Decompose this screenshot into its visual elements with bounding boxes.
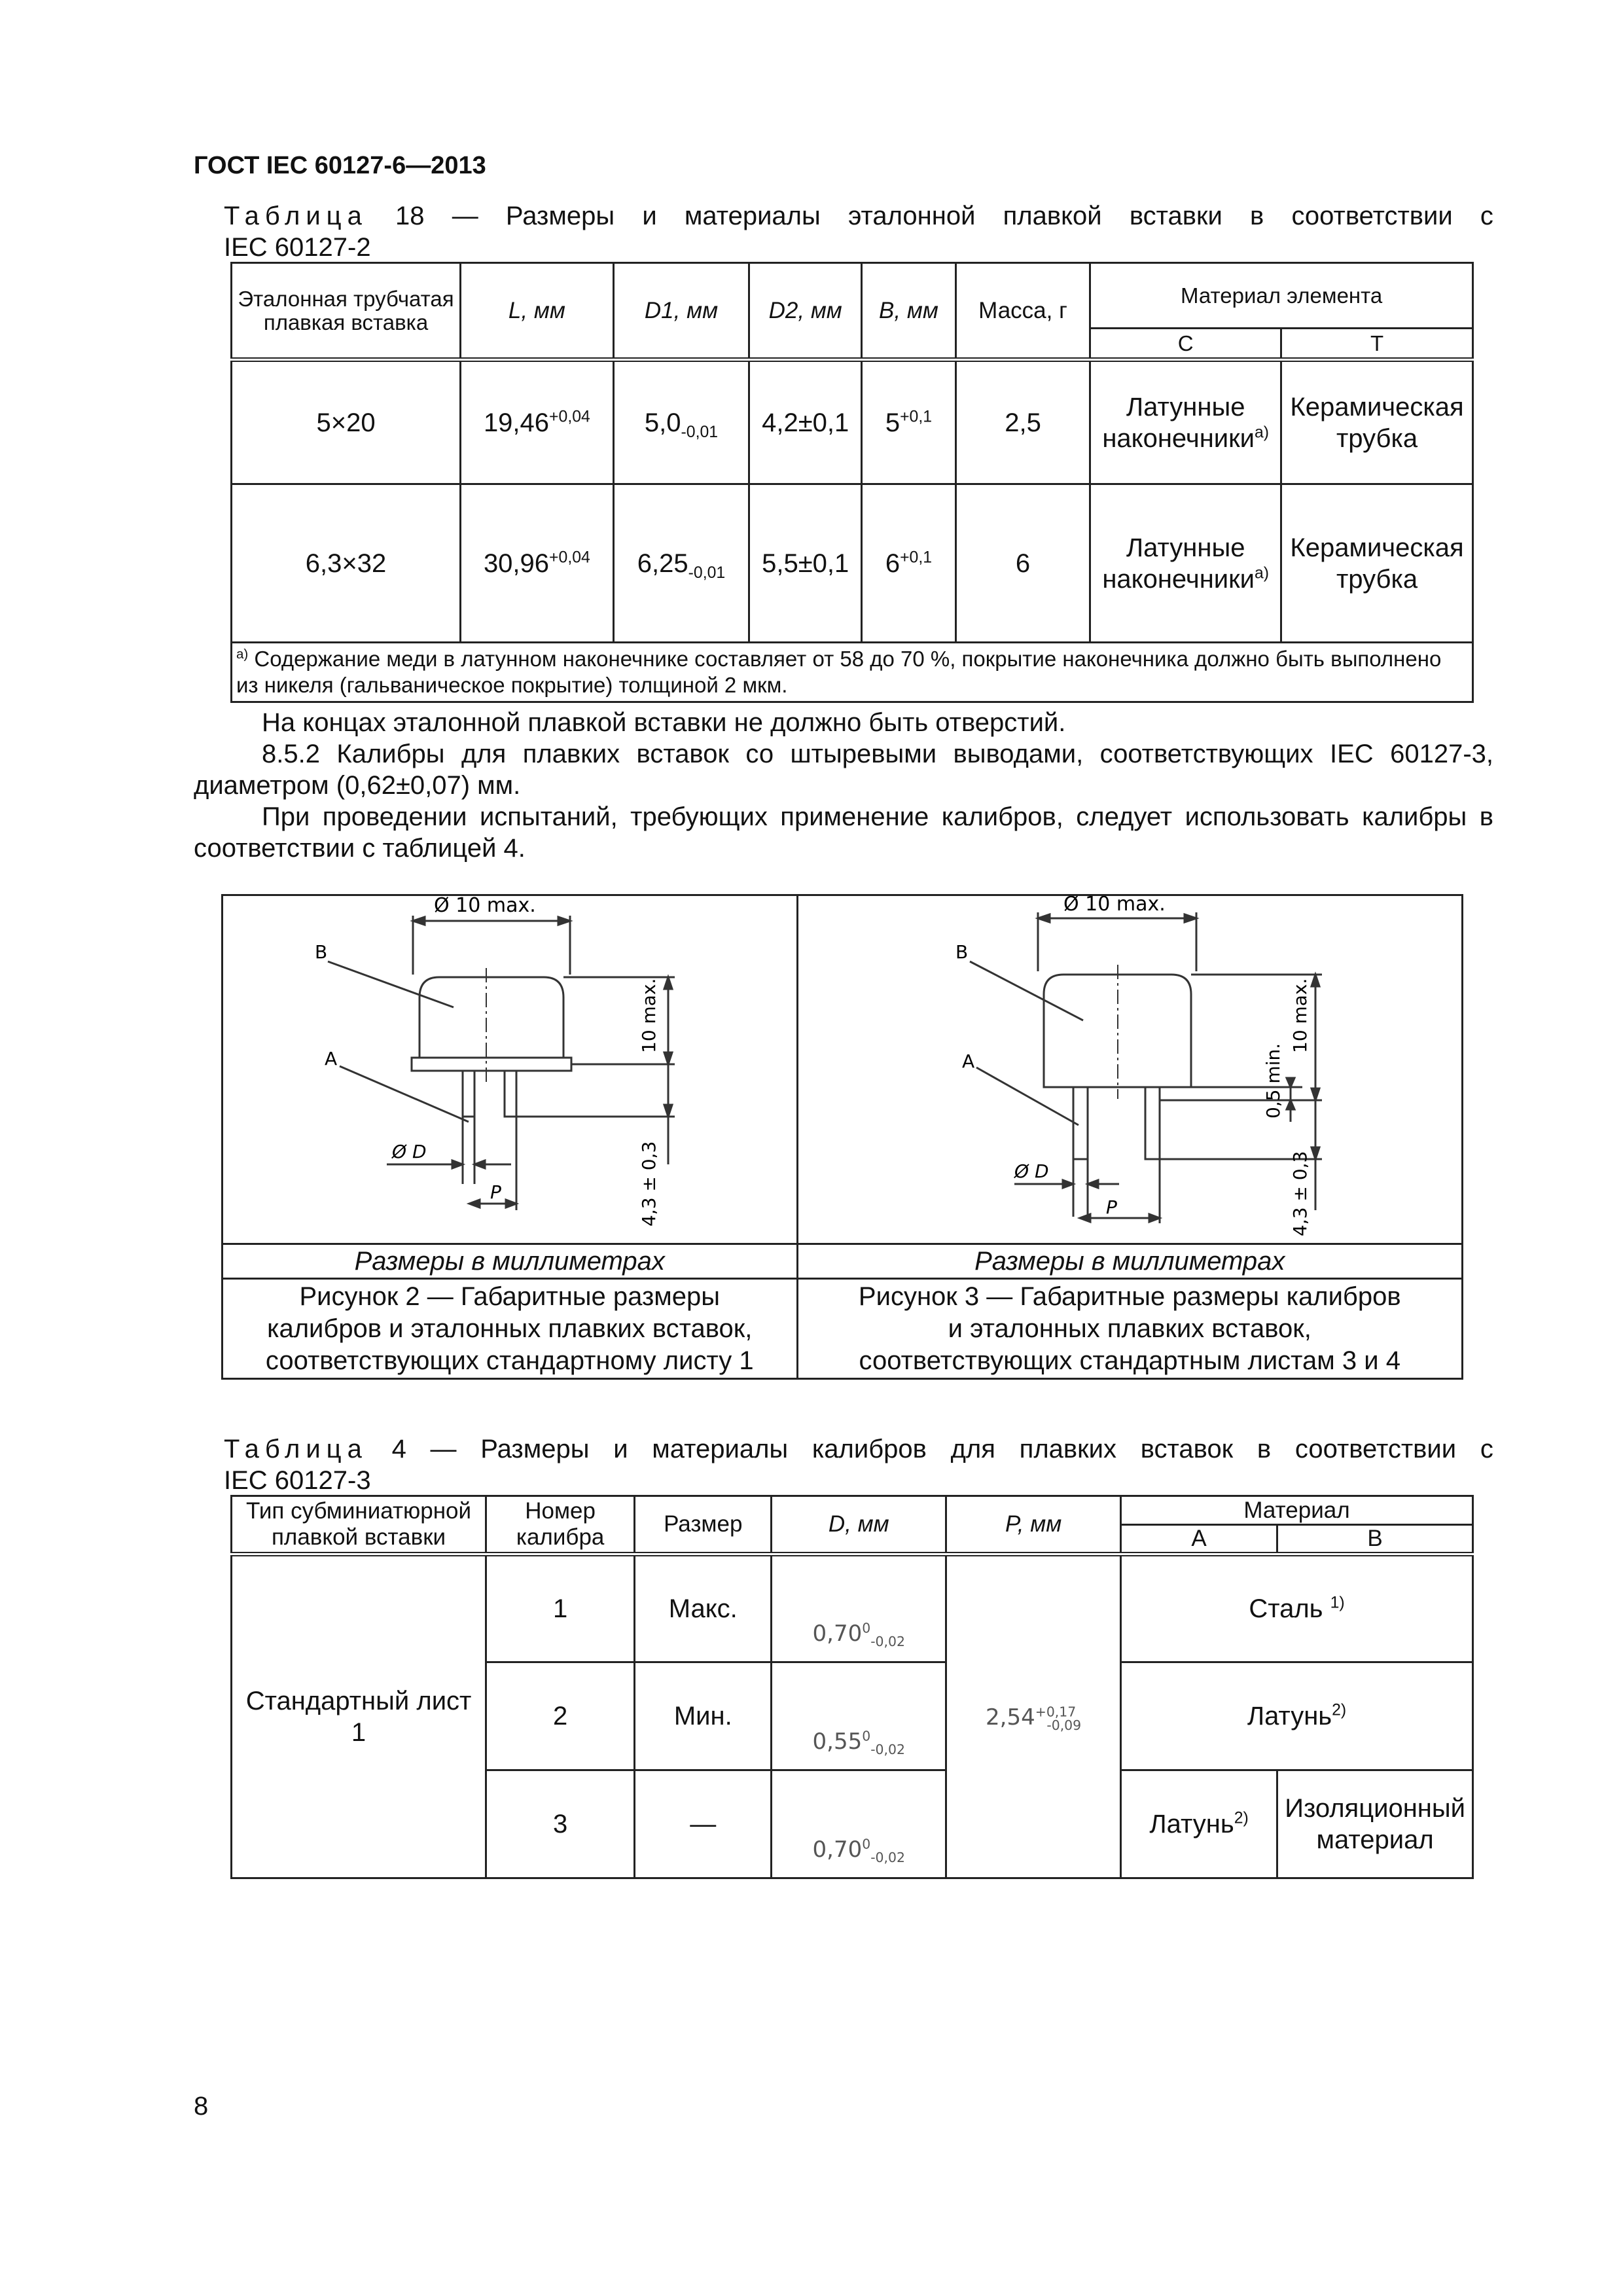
- value: Латунь: [1149, 1810, 1234, 1839]
- caption-line: и эталонных плавких вставок,: [948, 1314, 1311, 1343]
- table-row: [232, 360, 1473, 484]
- tolerance: +0,1: [900, 408, 933, 426]
- tolerance: +0,04: [549, 408, 590, 426]
- cell-C: [1090, 360, 1281, 484]
- figure-2-caption: [223, 1279, 798, 1379]
- label-B: B: [315, 941, 328, 963]
- footnote-text: Содержание меди в латунном наконечнике составляет от 58 до 70 %, покрытие наконечника должно быть выполнено из никеля (гальваническое покрытие) толщиной 2 мкм.: [236, 647, 1442, 697]
- cell-num: 3: [486, 1770, 635, 1878]
- value: 0,70: [812, 1621, 863, 1647]
- table18-caption: [224, 200, 1493, 263]
- tol-up: 0: [862, 1728, 871, 1744]
- paragraph: При проведении испытаний, требующих применение калибров, следует использовать калибры в: [262, 802, 1493, 831]
- value: 5,0: [644, 408, 681, 437]
- label-B: B: [955, 941, 968, 963]
- header-C: C: [1090, 329, 1281, 360]
- value: 0,70: [812, 1837, 863, 1863]
- header-D1-text: D1, мм: [644, 297, 719, 323]
- caption-word: эталонной: [847, 202, 976, 230]
- cell-D1: [613, 360, 749, 484]
- label-A: A: [325, 1048, 338, 1069]
- value: 30,96: [483, 548, 550, 578]
- fuse-drawing-fig2: [223, 896, 795, 1243]
- caption-word: для: [950, 1435, 995, 1463]
- label-D: Ø D: [1014, 1160, 1048, 1182]
- value: Латунные наконечники: [1102, 533, 1255, 594]
- cell-D2: 5,5±0,1: [749, 484, 862, 643]
- paragraph: соответствии с таблицей 4.: [194, 834, 526, 863]
- caption-word: с: [1480, 202, 1493, 230]
- d-value: [813, 1621, 905, 1647]
- note: 2): [1234, 1809, 1249, 1827]
- header-D: [772, 1496, 946, 1554]
- p-value: [986, 1704, 1081, 1731]
- header-D1: [613, 263, 749, 360]
- caption-line: соответствующих стандартному листу 1: [265, 1346, 754, 1375]
- figure-2-drawing: [223, 895, 798, 1244]
- header-type: Тип субминиатюрной плавкой вставки: [232, 1496, 486, 1554]
- document-code: ГОСТ IEC 60127-6—2013: [194, 152, 486, 179]
- caption-word: вставки: [1129, 202, 1222, 230]
- header-A: A: [1121, 1525, 1277, 1554]
- cell-mass: 6: [955, 484, 1090, 643]
- caption-line2: IEC 60127-3: [224, 1466, 371, 1495]
- figure-3-drawing: [797, 895, 1463, 1244]
- header-size: Размер: [635, 1496, 772, 1554]
- dim-gap-label: 0,5 min.: [1262, 1043, 1284, 1119]
- cell-B: [862, 484, 956, 643]
- header-D2: [749, 263, 862, 360]
- cell-size: Макс.: [635, 1554, 772, 1662]
- caption-word: соответствии: [1294, 1435, 1457, 1463]
- cell-num: 2: [486, 1662, 635, 1770]
- caption-word: Размеры: [505, 202, 615, 230]
- caption-word: плавких: [1019, 1435, 1116, 1463]
- caption-word: с: [1480, 1435, 1493, 1463]
- tolerance: +0,04: [549, 548, 590, 567]
- value: Сталь: [1249, 1594, 1323, 1623]
- table4-caption: [224, 1433, 1493, 1496]
- cell-material: [1121, 1662, 1473, 1770]
- cell-size: Мин.: [635, 1662, 772, 1770]
- value: 5: [885, 408, 901, 437]
- caption-word: калибров: [812, 1435, 927, 1463]
- dim-width-label: Ø 10 max.: [434, 896, 536, 917]
- header-P: [946, 1496, 1121, 1554]
- caption-word: Размеры: [480, 1435, 590, 1463]
- header-num: Номер калибра: [486, 1496, 635, 1554]
- figure-2-dims-note: Размеры в миллиметрах: [223, 1244, 798, 1279]
- header-L-text: L, мм: [508, 297, 565, 323]
- value: 2,54: [986, 1704, 1035, 1731]
- paragraph: 8.5.2 Калибры для плавких вставок со штыревыми выводами, соответствующих IEC 60127-3,: [262, 740, 1493, 768]
- header-D-text: D, мм: [828, 1511, 889, 1537]
- cell-D: [772, 1554, 946, 1662]
- header-B-text: B, мм: [879, 297, 938, 323]
- cell-D: [772, 1770, 946, 1878]
- cell-type: 5×20: [232, 360, 461, 484]
- caption-word: в: [1250, 202, 1264, 230]
- cell-B: [862, 360, 956, 484]
- fuse-drawing-fig3: [798, 896, 1461, 1243]
- cell-size: —: [635, 1770, 772, 1878]
- label-A: A: [961, 1050, 974, 1072]
- table-row: [232, 1554, 1473, 1662]
- page-number: 8: [194, 2092, 209, 2121]
- cell-type: Стандартный лист 1: [232, 1554, 486, 1878]
- caption-num: 18: [395, 202, 425, 230]
- cell-num: 1: [486, 1554, 635, 1662]
- cell-P: [946, 1554, 1121, 1878]
- tol-up: 0: [862, 1620, 871, 1636]
- caption-line2: IEC 60127-2: [224, 233, 371, 262]
- cell-D2: 4,2±0,1: [749, 360, 862, 484]
- value: Латунные наконечники: [1102, 392, 1255, 453]
- cell-L: [461, 484, 614, 643]
- tol-down: -0,02: [870, 1633, 905, 1649]
- cell-C: [1090, 484, 1281, 643]
- table-18: [230, 262, 1474, 703]
- cell-type: 6,3×32: [232, 484, 461, 643]
- cell-mass: 2,5: [955, 360, 1090, 484]
- tolerance: +0,1: [900, 548, 933, 567]
- header-material: Материал элемента: [1090, 263, 1473, 329]
- table18-footnote: [232, 643, 1473, 702]
- cell-L: [461, 360, 614, 484]
- tol-down: -0,09: [1046, 1717, 1082, 1733]
- label-P: P: [1105, 1196, 1117, 1218]
- value: 6: [885, 548, 901, 578]
- cell-material-A: [1121, 1770, 1277, 1878]
- header-D2-text: D2, мм: [768, 297, 842, 323]
- cell-T: Керамическая трубка: [1281, 484, 1473, 643]
- value: Латунь: [1247, 1702, 1332, 1731]
- cell-material: [1121, 1554, 1473, 1662]
- d-value: [813, 1729, 905, 1755]
- caption-line: соответствующих стандартным листам 3 и 4: [859, 1346, 1400, 1375]
- d-value: [813, 1837, 905, 1863]
- tol-up: 0: [862, 1836, 871, 1852]
- value: 19,46: [483, 408, 550, 437]
- figure-3-dims-note: Размеры в миллиметрах: [797, 1244, 1463, 1279]
- header-type: Эталонная трубчатая плавкая вставка: [232, 263, 461, 360]
- note: 2): [1332, 1701, 1347, 1719]
- dim-height-label: 10 max.: [1289, 978, 1311, 1053]
- label-P: P: [490, 1181, 501, 1203]
- figures-table: [221, 894, 1463, 1380]
- caption-word: в: [1257, 1435, 1272, 1463]
- footnote-mark: а): [236, 647, 249, 662]
- caption-word: материалы: [684, 202, 821, 230]
- caption-line: калибров и эталонных плавких вставок,: [267, 1314, 753, 1343]
- header-B: [862, 263, 956, 360]
- caption-line: Рисунок 2 — Габаритные размеры: [299, 1282, 721, 1311]
- tol-down: -0,02: [870, 1849, 905, 1865]
- caption-word: соответствии: [1291, 202, 1453, 230]
- header-material: Материал: [1121, 1496, 1473, 1525]
- header-B: B: [1277, 1525, 1473, 1554]
- tol-up: +0,17: [1035, 1704, 1077, 1720]
- cell-D: [772, 1662, 946, 1770]
- caption-word: и: [613, 1435, 628, 1463]
- caption-line: Рисунок 3 — Габаритные размеры калибров: [858, 1282, 1401, 1311]
- caption-word: материалы: [652, 1435, 789, 1463]
- cell-T: Керамическая трубка: [1281, 360, 1473, 484]
- caption-word: и: [642, 202, 657, 230]
- cell-D1: [613, 484, 749, 643]
- dim-pin-label: 4,3 ± 0,3: [638, 1141, 660, 1227]
- caption-word: плавкой: [1003, 202, 1102, 230]
- footnote-ref: а): [1254, 564, 1270, 583]
- body-text: [194, 707, 1493, 864]
- caption-word: Таблица: [224, 202, 368, 230]
- table-4: [230, 1495, 1474, 1879]
- header-mass: Масса, г: [955, 263, 1090, 360]
- note: 1): [1330, 1594, 1345, 1612]
- tol-down: -0,02: [870, 1741, 905, 1757]
- caption-word: —: [430, 1435, 457, 1463]
- label-D: Ø D: [392, 1141, 427, 1162]
- header-L: [461, 263, 614, 360]
- caption-word: Таблица: [224, 1435, 368, 1463]
- footnote-ref: а): [1254, 423, 1270, 442]
- tolerance: -0,01: [688, 564, 726, 582]
- paragraph: диаметром (0,62±0,07) мм.: [194, 771, 521, 800]
- table-row: [232, 484, 1473, 643]
- caption-word: —: [452, 202, 478, 230]
- dim-pin-label: 4,3 ± 0,3: [1289, 1151, 1311, 1236]
- tolerance: -0,01: [681, 423, 719, 441]
- figure-3-caption: [797, 1279, 1463, 1379]
- dim-width-label: Ø 10 max.: [1063, 896, 1166, 916]
- value: 0,55: [812, 1729, 863, 1755]
- caption-word: вставок: [1140, 1435, 1234, 1463]
- caption-num: 4: [391, 1435, 406, 1463]
- header-P-text: P, мм: [1005, 1511, 1062, 1537]
- paragraph: На концах эталонной плавкой вставки не должно быть отверстий.: [262, 708, 1066, 737]
- dim-height-label: 10 max.: [638, 978, 660, 1053]
- cell-material-B: Изоляционный материал: [1277, 1770, 1473, 1878]
- value: 6,25: [637, 548, 688, 578]
- header-T: T: [1281, 329, 1473, 360]
